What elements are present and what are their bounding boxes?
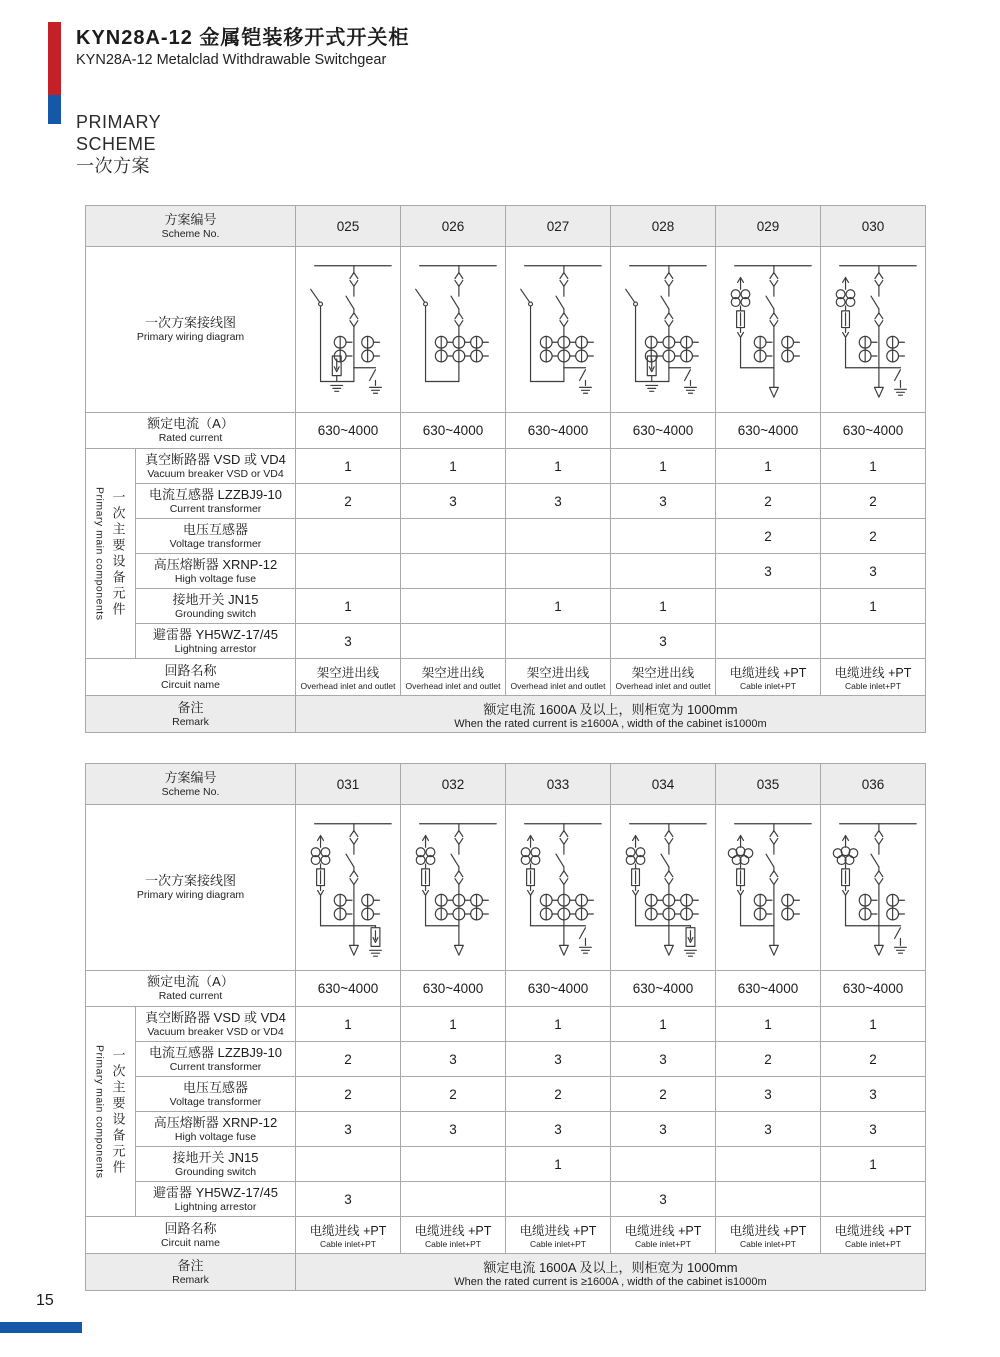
wiring-diagram-row [86,247,926,413]
component-value [716,1182,821,1217]
component-row [86,519,926,554]
circuit-name-cn: 架空进出线 [421,666,485,680]
remark-label-en: Remark [172,715,209,728]
component-label-cn: 电流互感器 LZZBJ9-10 [149,1044,282,1060]
circuit-name-cell [506,1217,611,1254]
component-label-en: High voltage fuse [174,1130,257,1143]
component-value: 1 [401,449,506,484]
wiring-diagram-svg [506,810,610,965]
component-row [86,484,926,519]
component-label-en: Grounding switch [174,607,257,620]
component-value: 3 [506,1042,611,1077]
component-row [86,1007,926,1042]
component-value [716,624,821,659]
component-label-cn: 电压互感器 [182,521,248,537]
circuit-name-en: Cable inlet+PT [845,681,901,691]
component-value: 3 [716,1077,821,1112]
component-label [136,1077,296,1112]
wiring-diagram-label-cn: 一次方案接线图 [144,315,236,331]
component-row [86,1077,926,1112]
component-value [506,554,611,589]
page-title-en: KYN28A-12 Metalclad Withdrawable Switchgear [76,52,387,68]
component-value: 1 [401,1007,506,1042]
component-label [136,624,296,659]
wiring-diagram-svg [821,810,925,965]
circuit-name-row [86,659,926,696]
component-value [716,589,821,624]
component-value: 3 [716,554,821,589]
rated-current-value: 630~4000 [611,971,716,1007]
circuit-name-cn: 电缆进线 +PT [519,1224,597,1238]
circuit-name-cell [506,659,611,696]
wiring-diagram-cell [821,247,926,413]
section-title-line1: PRIMARY [76,112,162,132]
circuit-name-cell [611,659,716,696]
wiring-diagram-cell [296,805,401,971]
wiring-diagram-svg [716,810,820,965]
circuit-name-en: Cable inlet+PT [425,1239,481,1249]
rated-current-value: 630~4000 [716,971,821,1007]
circuit-name-cell [401,1217,506,1254]
component-value: 3 [611,1182,716,1217]
remark-text [296,696,926,733]
component-row [86,1112,926,1147]
component-value: 3 [821,1077,926,1112]
component-value: 3 [611,484,716,519]
component-value: 2 [296,484,401,519]
circuit-name-en: Overhead inlet and outlet [405,681,501,691]
component-value: 1 [296,589,401,624]
wiring-diagram-cell [716,247,821,413]
wiring-diagram-label-cn: 一次方案接线图 [144,873,236,889]
component-value: 1 [506,1007,611,1042]
component-row [86,1182,926,1217]
scheme-number: 026 [401,206,506,247]
rated-current-value: 630~4000 [296,971,401,1007]
rated-current-label-cn: 额定电流（A） [147,416,234,432]
component-value: 3 [716,1112,821,1147]
component-value: 1 [506,589,611,624]
circuit-name-cell [296,659,401,696]
wiring-diagram-cell [611,247,716,413]
wiring-diagram-cell [716,805,821,971]
wiring-diagram-label-en: Primary wiring diagram [136,889,245,902]
scheme-no-label-cn: 方案编号 [164,211,217,227]
circuit-name-cell [716,1217,821,1254]
wiring-diagram-cell [611,805,716,971]
remark-label-en: Remark [172,1273,209,1286]
circuit-name-en: Overhead inlet and outlet [615,681,711,691]
circuit-name-row [86,1217,926,1254]
circuit-name-cn: 电缆进线 +PT [309,1224,387,1238]
scheme-number: 034 [611,764,716,805]
section-title-line2: SCHEME [76,133,157,154]
rated-current-value: 630~4000 [296,413,401,449]
remark-text [296,1254,926,1291]
component-group-inner [86,1007,135,1216]
component-label [136,519,296,554]
wiring-diagram-label [86,247,296,413]
scheme-no-row [86,764,926,805]
wiring-diagram-svg [401,810,505,965]
component-value: 2 [506,1077,611,1112]
circuit-name-en: Cable inlet+PT [530,1239,586,1249]
component-label-cn: 真空断路器 VSD 或 VD4 [145,1009,286,1025]
component-value: 3 [506,484,611,519]
remark-row [86,1254,926,1291]
component-label [136,1147,296,1182]
wiring-diagram-cell [296,247,401,413]
wiring-diagram-svg [401,252,505,407]
remark-label-cn: 备注 [177,699,204,715]
wiring-diagram-cell [506,247,611,413]
component-value [401,589,506,624]
circuit-name-en: Cable inlet+PT [740,681,796,691]
component-value [296,519,401,554]
circuit-name-cn: 架空进出线 [316,666,380,680]
primary-scheme-table-1 [85,205,926,733]
scheme-number: 032 [401,764,506,805]
rated-current-label [86,413,296,449]
component-label [136,589,296,624]
page-title-cn: KYN28A-12 金属铠装移开式开关柜 [76,27,410,49]
component-label-en: Voltage transformer [169,1095,262,1108]
component-value [611,519,716,554]
component-label-en: Lightning arrestor [174,1200,257,1213]
component-label-en: Grounding switch [174,1165,257,1178]
scheme-tables [85,205,925,1321]
component-value [716,1147,821,1182]
circuit-name-cn: 电缆进线 +PT [624,1224,702,1238]
scheme-no-label-en: Scheme No. [161,785,220,798]
component-value [401,1182,506,1217]
component-group-label-en: Primary main components [93,1044,106,1179]
component-value [401,554,506,589]
component-value: 1 [821,1007,926,1042]
page-number: 15 [36,1292,54,1309]
component-value [506,624,611,659]
circuit-name-cn: 架空进出线 [526,666,590,680]
component-label [136,1112,296,1147]
wiring-diagram-svg [611,810,715,965]
primary-scheme-table-2 [85,763,926,1291]
component-label-en: Vacuum breaker VSD or VD4 [147,467,284,480]
component-value: 2 [401,1077,506,1112]
scheme-no-row [86,206,926,247]
remark-text-cn: 额定电流 1600A 及以上，则柜宽为 1000mm [483,701,738,717]
component-value: 3 [296,624,401,659]
component-value: 3 [821,1112,926,1147]
component-value: 3 [821,554,926,589]
component-value: 2 [821,1042,926,1077]
document-header [76,27,409,68]
scheme-no-label [86,764,296,805]
component-label [136,1007,296,1042]
component-value: 1 [716,1007,821,1042]
scheme-number: 029 [716,206,821,247]
scheme-no-label-en: Scheme No. [161,227,220,240]
circuit-name-en: Overhead inlet and outlet [300,681,396,691]
remark-label [86,696,296,733]
component-value: 1 [296,1007,401,1042]
rated-current-row [86,971,926,1007]
component-value: 1 [611,589,716,624]
component-group-label-cn: 一次主要设备元件 [110,489,126,618]
circuit-name-cell [821,659,926,696]
component-value: 1 [506,1147,611,1182]
component-value [401,1147,506,1182]
component-row [86,449,926,484]
component-value [506,1182,611,1217]
remark-text-en: When the rated current is ≥1600A , width of the cabinet is1000m [454,1275,767,1288]
component-label-en: Current transformer [169,502,262,515]
circuit-name-cell [296,1217,401,1254]
component-value [821,624,926,659]
component-label [136,1182,296,1217]
rated-current-value: 630~4000 [821,971,926,1007]
component-value [821,1182,926,1217]
component-row [86,1147,926,1182]
section-title-line3: 一次方案 [76,155,150,176]
circuit-name-en: Cable inlet+PT [740,1239,796,1249]
component-value: 1 [611,1007,716,1042]
component-value: 2 [611,1077,716,1112]
circuit-name-cn: 电缆进线 +PT [834,666,912,680]
component-value: 2 [821,519,926,554]
component-label [136,484,296,519]
component-label-en: Voltage transformer [169,537,262,550]
rated-current-value: 630~4000 [821,413,926,449]
wiring-diagram-svg [296,252,400,407]
circuit-name-cn: 电缆进线 +PT [729,666,807,680]
component-value: 2 [716,1042,821,1077]
accent-bar-red [48,22,61,95]
component-label-cn: 真空断路器 VSD 或 VD4 [145,451,286,467]
component-value: 1 [716,449,821,484]
wiring-diagram-label-en: Primary wiring diagram [136,331,245,344]
component-value: 1 [611,449,716,484]
rated-current-value: 630~4000 [611,413,716,449]
component-label-cn: 电压互感器 [182,1079,248,1095]
component-row [86,554,926,589]
remark-label-cn: 备注 [177,1257,204,1273]
component-label-cn: 电流互感器 LZZBJ9-10 [149,486,282,502]
scheme-number: 030 [821,206,926,247]
component-label-en: Current transformer [169,1060,262,1073]
component-value: 3 [296,1112,401,1147]
component-value: 1 [506,449,611,484]
component-group-label-en: Primary main components [93,486,106,621]
component-label-en: Lightning arrestor [174,642,257,655]
circuit-name-en: Cable inlet+PT [320,1239,376,1249]
scheme-no-label [86,206,296,247]
accent-bar-blue [48,95,61,124]
circuit-name-en: Cable inlet+PT [845,1239,901,1249]
circuit-name-label [86,659,296,696]
wiring-diagram-cell [506,805,611,971]
circuit-name-cell [401,659,506,696]
rated-current-label-en: Rated current [158,990,223,1003]
scheme-number: 035 [716,764,821,805]
component-value [296,1147,401,1182]
rated-current-row [86,413,926,449]
wiring-diagram-row [86,805,926,971]
component-value: 1 [821,1147,926,1182]
footer-bar [0,1322,82,1333]
component-value: 1 [821,589,926,624]
component-label-cn: 接地开关 JN15 [172,591,259,607]
rated-current-value: 630~4000 [716,413,821,449]
component-value: 3 [401,1042,506,1077]
rated-current-value: 630~4000 [506,971,611,1007]
circuit-name-cell [611,1217,716,1254]
rated-current-value: 630~4000 [401,971,506,1007]
component-value: 2 [716,484,821,519]
wiring-diagram-svg [716,252,820,407]
wiring-diagram-svg [506,252,610,407]
circuit-name-cn: 电缆进线 +PT [834,1224,912,1238]
component-row [86,589,926,624]
component-value [401,519,506,554]
component-label-en: High voltage fuse [174,572,257,585]
component-label [136,1042,296,1077]
circuit-name-label-en: Circuit name [161,678,220,691]
wiring-diagram-cell [821,805,926,971]
circuit-name-en: Overhead inlet and outlet [510,681,606,691]
component-label-cn: 避雷器 YH5WZ-17/45 [153,1184,278,1200]
component-value: 3 [611,1042,716,1077]
component-group-inner [86,449,135,658]
component-value: 3 [401,484,506,519]
circuit-name-cell [716,659,821,696]
component-value: 2 [296,1042,401,1077]
component-group-label-cn: 一次主要设备元件 [110,1047,126,1176]
component-value [401,624,506,659]
circuit-name-cn: 电缆进线 +PT [414,1224,492,1238]
wiring-diagram-cell [401,805,506,971]
scheme-number: 028 [611,206,716,247]
component-value: 3 [296,1182,401,1217]
circuit-name-label [86,1217,296,1254]
rated-current-label-cn: 额定电流（A） [147,974,234,990]
component-value: 1 [296,449,401,484]
component-label-cn: 高压熔断器 XRNP-12 [153,1114,278,1130]
section-title [76,112,161,178]
component-group-cell [86,449,136,659]
component-value [506,519,611,554]
component-value [611,554,716,589]
component-value: 2 [716,519,821,554]
component-row [86,1042,926,1077]
remark-text-cn: 额定电流 1600A 及以上，则柜宽为 1000mm [483,1259,738,1275]
circuit-name-en: Cable inlet+PT [635,1239,691,1249]
component-label [136,449,296,484]
wiring-diagram-label [86,805,296,971]
remark-row [86,696,926,733]
wiring-diagram-cell [401,247,506,413]
rated-current-value: 630~4000 [401,413,506,449]
component-value: 2 [296,1077,401,1112]
circuit-name-cell [821,1217,926,1254]
component-label-en: Vacuum breaker VSD or VD4 [147,1025,284,1038]
remark-label [86,1254,296,1291]
rated-current-value: 630~4000 [506,413,611,449]
wiring-diagram-svg [296,810,400,965]
scheme-no-label-cn: 方案编号 [164,769,217,785]
component-row [86,624,926,659]
component-label-cn: 接地开关 JN15 [172,1149,259,1165]
component-value [296,554,401,589]
circuit-name-label-cn: 回路名称 [164,1220,217,1236]
scheme-number: 025 [296,206,401,247]
scheme-number: 033 [506,764,611,805]
component-label-cn: 高压熔断器 XRNP-12 [153,556,278,572]
rated-current-label-en: Rated current [158,432,223,445]
scheme-number: 031 [296,764,401,805]
component-value [611,1147,716,1182]
circuit-name-cn: 架空进出线 [631,666,695,680]
component-label [136,554,296,589]
component-group-cell [86,1007,136,1217]
scheme-number: 036 [821,764,926,805]
component-value: 3 [611,624,716,659]
rated-current-label [86,971,296,1007]
component-label-cn: 避雷器 YH5WZ-17/45 [153,626,278,642]
wiring-diagram-svg [611,252,715,407]
circuit-name-cn: 电缆进线 +PT [729,1224,807,1238]
component-value: 3 [611,1112,716,1147]
circuit-name-label-en: Circuit name [161,1236,220,1249]
scheme-number: 027 [506,206,611,247]
component-value: 1 [821,449,926,484]
circuit-name-label-cn: 回路名称 [164,662,217,678]
component-value: 2 [821,484,926,519]
wiring-diagram-svg [821,252,925,407]
component-value: 3 [506,1112,611,1147]
component-value: 3 [401,1112,506,1147]
remark-text-en: When the rated current is ≥1600A , width of the cabinet is1000m [454,717,767,730]
